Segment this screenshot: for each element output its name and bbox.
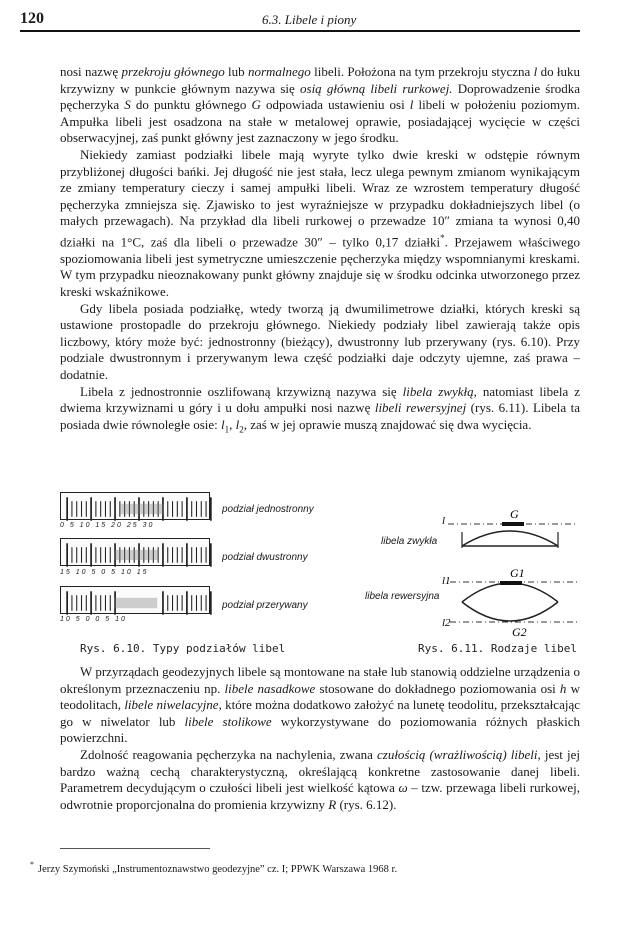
scale-two-sided-label: podział dwustronny: [222, 552, 308, 563]
scale-ticks: [65, 542, 213, 568]
plain-level-label: libela zwykła: [381, 536, 438, 547]
scale-broken: [60, 586, 210, 614]
scale-ticks: [65, 590, 213, 616]
figure-6-11-caption: Rys. 6.11. Rodzaje libel: [418, 642, 577, 655]
figures-row: [55, 492, 580, 657]
bubble: [114, 598, 157, 608]
footnote-marker: *: [30, 860, 34, 869]
reversible-bottom-arc: [462, 602, 558, 621]
body-text: [60, 64, 580, 438]
level-diagrams: [440, 502, 580, 642]
paragraph: Libela z jednostronnie oszlifowaną krzywizną nazywa się libela zwykłą, natomiast libela z dwiema krzywiznami u góry i u dołu ampułki nosi nazwę libeli rewersyjnej (rys. 6.11). Libela ta posiada dwie równoległe osie: $l_1$, $l_2$, zaś w jej oprawie muszą znajdować się dwa wycięcia.: [60, 383, 581, 435]
footnote-text: Jerzy Szymoński „Instrumentoznawstwo geodezyjne” cz. I; PPWK Warszawa 1968 r.: [38, 864, 398, 875]
reversible-top-arc: [462, 583, 558, 602]
scale-two-sided: [60, 538, 210, 566]
running-head: 6.3. Libele i piony: [262, 12, 357, 27]
paragraph: W przyrządach geodezyjnych libele są montowane na stałe lub stanowią oddzielne urządzenia o określonym przeznaczeniu np. libele nasadkowe stosowane do dokładnego poziomowania osi h w teodolitach, libele niwelacyjne, które można dodatkowo założyć na lunetę teodolitu, przekształcając go w niwelator lub libele stolikowe wykorzystywane do poziomowania różnych płaskich powierzchni.: [60, 664, 581, 746]
axis-l2-label: l2: [442, 617, 451, 629]
paragraph: Zdolność reagowania pęcherzyka na nachylenia, zwana czułością (wrażliwością) libeli, jest jej bardzo ważną cechą charakterystyczną, określającą konkretne zastosowanie danej libeli. Parametrem decydującym o czułości libeli jest wielkość kątowa ω – tzw. przewaga libeli rurkowej, odwrotnie proporcjonalna do promienia krzywizny R (rys. 6.12).: [60, 746, 580, 812]
scale-one-sided-label: podział jednostronny: [222, 504, 314, 515]
bubble: [114, 550, 157, 560]
point-g-label: G: [510, 507, 519, 521]
paragraph: Niekiedy zamiast podziałki libele mają wyryte tylko dwie kreski w odstępie równym przybliżonej długości bańki. Jej długość nie jest stała, lecz ulega pewnym zmianom wynikającym ze zmiany temperatury cieczy i samej ampułki libeli. Wraz ze wzrostem temperatury długość pęcherzyka zmniejsza się. Zjawisko to jest wyraźniejsze w przypadku dokładniejszych libel (o małych przewagach). Na przykład dla libeli rurkowej o przewadze 10″ zmiana ta wynosi 0,40 działki na 1°C, zaś dla libeli o przewadze 30″ – tylko 0,17 działki*. Przejawem właściwego spoziomowania libeli jest symetryczne umieszczenie pęcherzyka między wspomnianymi kreskami. W tym przypadku nieoznakowany punkt główny znajduje się w środku odcinka utworzonego przez kreski wskaźnikowe.: [60, 146, 581, 300]
paragraph: Gdy libela posiada podziałkę, wtedy tworzą ją dwumilimetrowe działki, których kreski są ustawione prostopadle do przekroju głównego. Niekiedy podziały libel zawierają także opis liczbowy, który może być: jednostronny (bieżący), dwustronny lub przerywany (rys. 6.10). Przy podziale dwustronnym i przerywanym lewa część podziałki daje odczyty ujemne, zaś prawa – dodatnie.: [60, 300, 580, 383]
paragraph: nosi nazwę przekroju głównego lub normalnego libeli. Położona na tym przekroju styczna l do łuku krzywizny w punkcie głównym nazywa się osią główną libeli rurkowej. Doprowadzenie środka pęcherzyka S do punktu głównego G odpowiada ustawieniu osi l libeli w położeniu poziomym. Ampułka libeli jest osadzona na stałe w metalowej oprawie, posiadającej wycięcie w części obserwacyjnej, zaś punkt główny jest zaznaczony w jego środku.: [60, 64, 581, 146]
footnote-rule: [60, 848, 210, 849]
reversible-level-label: libela rewersyjna: [365, 591, 440, 602]
scale-broken-label: podział przerywany: [222, 600, 308, 611]
scale-broken-numbers: 10 5 0 0 5 10: [60, 616, 127, 623]
axis-l1-label: l1: [442, 575, 451, 587]
body-text-continued: [60, 664, 580, 813]
bubble: [121, 504, 164, 514]
point-g1-label: G1: [510, 566, 525, 580]
axis-l-label: l: [442, 515, 446, 527]
point-g2-label: G2: [512, 625, 527, 639]
plain-level-arc: [462, 531, 558, 546]
figure-6-10-caption: Rys. 6.10. Typy podziałów libel: [80, 642, 286, 655]
header-rule: [20, 30, 580, 32]
scale-ticks: [65, 496, 213, 522]
scale-one-sided: [60, 492, 210, 520]
page-number: 120: [20, 10, 44, 27]
scale-two-sided-numbers: 15 10 5 0 5 10 15: [60, 569, 149, 576]
scale-one-sided-numbers: 0 5 10 15 20 25 30: [60, 522, 155, 529]
